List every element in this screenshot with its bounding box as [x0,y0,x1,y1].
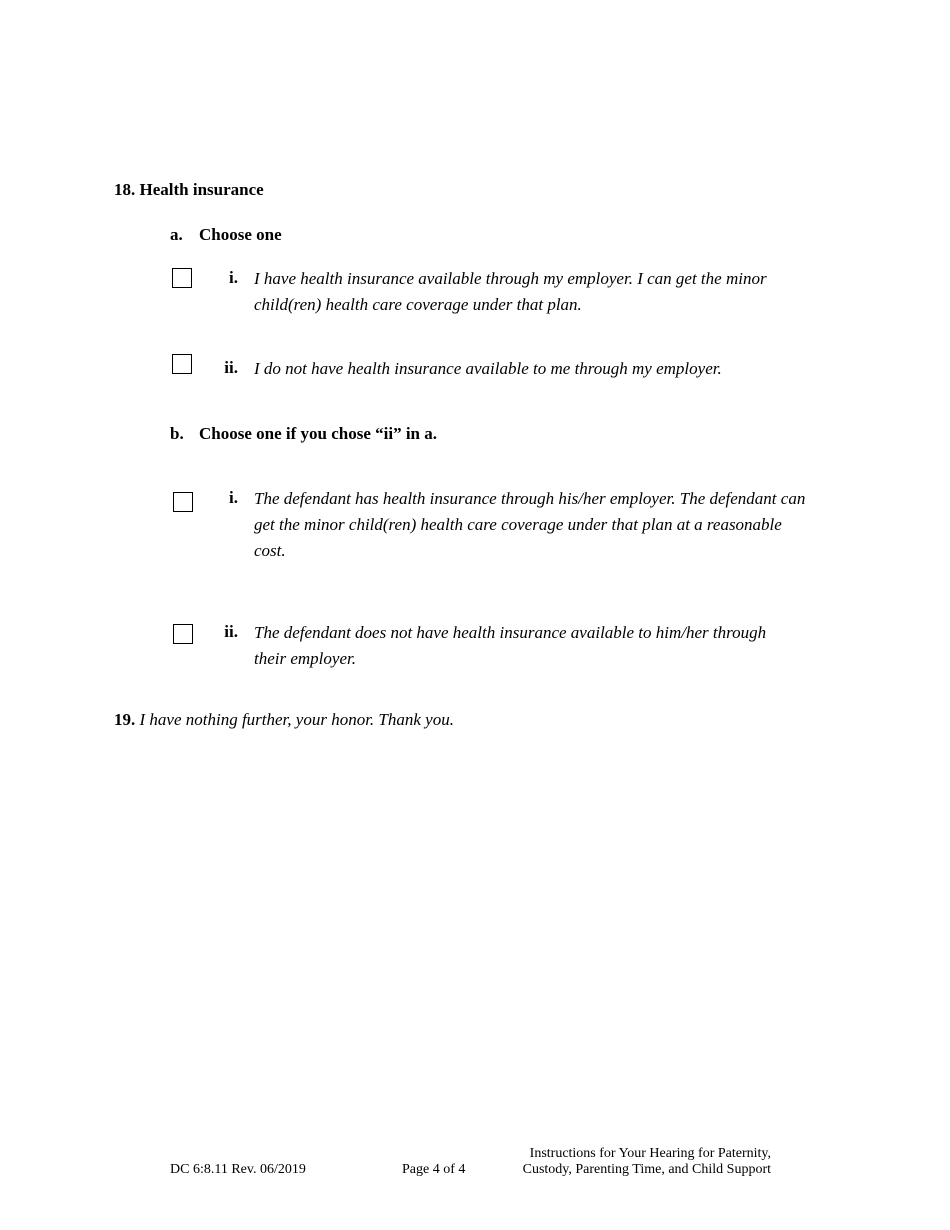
section-18-title: Health insurance [139,180,264,199]
part-a-option-ii-checkbox[interactable] [172,354,192,374]
section-19-number: 19. [114,710,136,729]
part-a-letter: a. [170,225,183,244]
part-b-heading [170,424,437,444]
section-19-text: I have nothing further, your honor. Thank you. [139,710,454,729]
part-a-option-i-checkbox[interactable] [172,268,192,288]
section-19 [114,710,454,730]
section-18-number: 18. [114,180,136,199]
part-b-title: Choose one if you chose “ii” in a. [199,424,438,443]
part-a-option-ii-text: I do not have health insurance available to me through my employer. [254,359,722,378]
part-a-title: Choose one [199,225,282,244]
part-a-option-i-numeral: i. [229,268,238,287]
part-b-option-ii-numeral: ii. [224,622,238,641]
part-a-option-i-text: I have health insurance available through my employer. I can get the minor child(ren) health care coverage under that plan. [254,269,767,314]
part-a-heading [170,225,282,245]
part-b-letter: b. [170,424,184,443]
footer-form-id: DC 6:8.11 Rev. 06/2019 [170,1162,306,1177]
footer-title-line-1: Instructions for Your Hearing for Paternity, [529,1146,771,1161]
section-18-heading [114,180,264,200]
part-b-option-i-text: The defendant has health insurance through his/her employer. The defendant can get the minor child(ren) health care coverage under that plan at a reasonable cost. [254,489,806,560]
part-b-option-ii-checkbox[interactable] [173,624,193,644]
part-b-option-i-checkbox[interactable] [173,492,193,512]
footer-document-title [470,1146,771,1178]
footer-page-number: Page 4 of 4 [402,1162,466,1177]
footer-title-line-2: Custody, Parenting Time, and Child Support [522,1162,771,1177]
part-b-option-i-numeral: i. [229,488,238,507]
part-b-option-ii-text: The defendant does not have health insurance available to him/her through their employer. [254,623,767,668]
part-a-option-ii-numeral: ii. [224,358,238,377]
